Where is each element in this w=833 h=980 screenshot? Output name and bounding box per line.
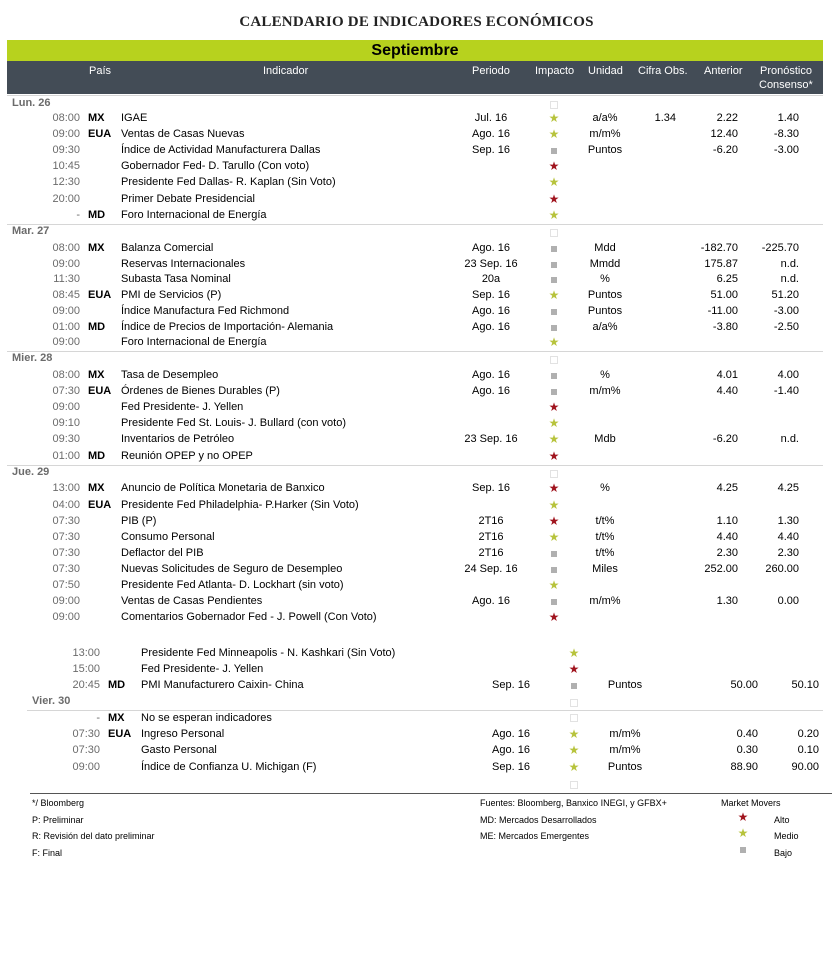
row-indicator: Foro Internacional de Energía (121, 336, 267, 348)
row-period: Ago. 16 (492, 744, 530, 756)
row-indicator: Presidente Fed Philadelphia- P.Harker (Sin Voto) (121, 499, 359, 511)
row-forecast: 0.20 (797, 728, 819, 740)
row-time: 09:00 (52, 336, 80, 348)
day-label: Mar. 27 (12, 225, 50, 237)
row-unit: t/t% (595, 547, 615, 559)
row-period: Ago. 16 (472, 595, 510, 607)
row-unit: m/m% (609, 728, 641, 740)
row-period: Jul. 16 (474, 112, 508, 124)
row-indicator: Deflactor del PIB (121, 547, 204, 559)
footer-divider (30, 793, 832, 794)
row-previous: 2.30 (716, 547, 738, 559)
row-previous: 1.10 (716, 515, 738, 527)
row-indicator: Ventas de Casas Pendientes (121, 595, 263, 607)
row-forecast: 2.30 (777, 547, 799, 559)
impact-medio-icon: ★ (568, 760, 580, 774)
row-indicator: Índice de Actividad Manufacturera Dallas (121, 144, 321, 156)
row-country: EUA (88, 385, 112, 397)
row-country: MD (88, 450, 106, 462)
row-indicator: Presidente Fed St. Louis- J. Bullard (con voto) (121, 417, 346, 429)
legend-alto-icon: ★ (737, 810, 749, 824)
row-indicator: Índice de Confianza U. Michigan (F) (141, 761, 317, 773)
row-unit: Mdd (594, 242, 616, 254)
footer-sources: Fuentes: Bloomberg, Banxico INEGI, y GFBX+ (480, 798, 667, 808)
row-time: 01:00 (52, 321, 80, 333)
footer-note-final: F: Final (32, 848, 63, 858)
legend-title: Market Movers (721, 798, 781, 808)
row-indicator: Primer Debate Presidencial (121, 193, 255, 205)
impact-medio-icon: ★ (548, 111, 560, 125)
row-time: 08:45 (52, 289, 80, 301)
row-time: 20:45 (72, 679, 100, 691)
row-period: Sep. 16 (472, 482, 510, 494)
row-unit: Puntos (607, 679, 643, 691)
row-previous: -6.20 (712, 433, 738, 445)
row-unit: Mmdd (589, 258, 621, 270)
row-previous: -11.00 (707, 305, 738, 317)
row-indicator: Reservas Internacionales (121, 258, 246, 270)
row-period: Sep. 16 (492, 761, 530, 773)
row-previous: -3.80 (712, 321, 738, 333)
footer-me: ME: Mercados Emergentes (480, 831, 590, 841)
row-time: 08:00 (52, 369, 80, 381)
row-unit: t/t% (595, 531, 615, 543)
impact-alto-icon: ★ (548, 514, 560, 528)
row-indicator: Órdenes de Bienes Durables (P) (121, 385, 280, 397)
row-indicator: Ingreso Personal (141, 728, 225, 740)
row-time: 07:30 (52, 385, 80, 397)
row-country: MX (88, 482, 105, 494)
row-forecast: 0.10 (797, 744, 819, 756)
month-bar: Septiembre (7, 40, 823, 61)
header-pais: País (89, 65, 112, 77)
row-country: EUA (88, 289, 112, 301)
impact-bajo-icon (548, 242, 560, 254)
impact-alto-icon: ★ (548, 481, 560, 495)
row-country: MX (108, 712, 125, 724)
row-previous: 2.22 (716, 112, 738, 124)
impact-medio-icon: ★ (568, 727, 580, 741)
row-previous: 50.00 (730, 679, 758, 691)
row-indicator: Presidente Fed Atlanta- D. Lockhart (sin voto) (121, 579, 344, 591)
impact-none-icon (548, 227, 560, 239)
row-indicator: Balanza Comercial (121, 242, 214, 254)
header-unidad: Unidad (588, 65, 623, 77)
row-indicator: IGAE (121, 112, 148, 124)
row-indicator: Ventas de Casas Nuevas (121, 128, 245, 140)
legend-medio-label: Medio (774, 831, 799, 841)
row-forecast: n.d. (780, 433, 799, 445)
impact-alto-icon: ★ (548, 192, 560, 206)
row-indicator: Subasta Tasa Nominal (121, 273, 231, 285)
row-forecast: -225.70 (761, 242, 799, 254)
row-previous: 0.30 (736, 744, 758, 756)
row-period: Ago. 16 (472, 385, 510, 397)
row-time: 09:10 (52, 417, 80, 429)
row-country: MD (88, 209, 106, 221)
row-country: MX (88, 242, 105, 254)
row-indicator: PIB (P) (121, 515, 157, 527)
row-forecast: n.d. (780, 258, 799, 270)
row-unit: Puntos (587, 289, 623, 301)
row-indicator: Comentarios Gobernador Fed - J. Powell (Con Voto) (121, 611, 377, 623)
impact-medio-icon: ★ (548, 335, 560, 349)
impact-alto-icon: ★ (548, 159, 560, 173)
row-period: 24 Sep. 16 (464, 563, 518, 575)
row-period: Ago. 16 (472, 242, 510, 254)
row-indicator: PMI de Servicios (P) (121, 289, 222, 301)
row-forecast: 51.20 (771, 289, 799, 301)
table-header (7, 61, 823, 94)
row-time: 10:45 (52, 160, 80, 172)
day-label: Vier. 30 (32, 695, 71, 707)
day-separator (7, 465, 823, 466)
row-period: Ago. 16 (472, 128, 510, 140)
row-indicator: Reunión OPEP y no OPEP (121, 450, 253, 462)
row-forecast: -1.40 (773, 385, 799, 397)
row-country: MD (108, 679, 126, 691)
header-indicador: Indicador (263, 65, 309, 77)
row-time: 07:30 (52, 547, 80, 559)
row-forecast: 4.25 (777, 482, 799, 494)
day-label: Lun. 26 (12, 97, 51, 109)
impact-alto-icon: ★ (548, 610, 560, 624)
row-forecast: 4.40 (777, 531, 799, 543)
row-period: Ago. 16 (472, 369, 510, 381)
row-period: Ago. 16 (492, 728, 530, 740)
row-time: 09:00 (52, 258, 80, 270)
row-period: Sep. 16 (472, 289, 510, 301)
row-country: MX (88, 369, 105, 381)
row-previous: -182.70 (700, 242, 738, 254)
impact-bajo-icon (548, 563, 560, 575)
row-forecast: -8.30 (773, 128, 799, 140)
impact-bajo-icon (548, 321, 560, 333)
row-time: 20:00 (52, 193, 80, 205)
row-previous: -6.20 (712, 144, 738, 156)
row-previous: 1.30 (716, 595, 738, 607)
row-unit: Puntos (587, 144, 623, 156)
row-forecast: -3.00 (773, 305, 799, 317)
row-forecast: 0.00 (777, 595, 799, 607)
row-time: 07:30 (52, 563, 80, 575)
day-separator (7, 224, 823, 225)
row-unit: t/t% (595, 515, 615, 527)
row-time: 07:30 (72, 744, 100, 756)
row-indicator: PMI Manufacturero Caixin- China (141, 679, 304, 691)
row-unit: m/m% (589, 385, 621, 397)
row-period: 2T16 (478, 547, 504, 559)
row-country: MD (88, 321, 106, 333)
row-time: 11:30 (53, 273, 80, 285)
row-forecast: 260.00 (765, 563, 799, 575)
row-indicator: Fed Presidente- J. Yellen (121, 401, 244, 413)
row-unit: % (600, 482, 610, 494)
header-cifra: Cifra Obs. (638, 65, 688, 77)
impact-medio-icon: ★ (548, 127, 560, 141)
row-period: Sep. 16 (492, 679, 530, 691)
row-indicator: Gobernador Fed- D. Tarullo (Con voto) (121, 160, 310, 172)
impact-alto-icon: ★ (568, 662, 580, 676)
impact-medio-icon: ★ (548, 578, 560, 592)
row-indicator: Anuncio de Política Monetaria de Banxico (121, 482, 325, 494)
impact-alto-icon: ★ (548, 449, 560, 463)
row-unit: m/m% (589, 128, 621, 140)
impact-medio-icon: ★ (548, 416, 560, 430)
row-time: 09:30 (52, 144, 80, 156)
row-unit: Mdb (594, 433, 616, 445)
legend-bajo-label: Bajo (774, 848, 793, 858)
row-indicator: Fed Presidente- J. Yellen (141, 663, 264, 675)
row-forecast: 1.30 (777, 515, 799, 527)
day-separator (7, 351, 823, 352)
row-indicator: Consumo Personal (121, 531, 215, 543)
row-observed: 1.34 (654, 112, 676, 124)
footer-md: MD: Mercados Desarrollados (480, 815, 597, 825)
row-previous: 4.25 (716, 482, 738, 494)
impact-bajo-icon (548, 369, 560, 381)
row-unit: a/a% (592, 321, 618, 333)
row-previous: 88.90 (730, 761, 758, 773)
row-forecast: 1.40 (777, 112, 799, 124)
row-period: Ago. 16 (472, 305, 510, 317)
row-time: 09:00 (52, 611, 80, 623)
row-period: 20a (481, 273, 501, 285)
row-time: 07:30 (52, 531, 80, 543)
row-period: Sep. 16 (472, 144, 510, 156)
row-previous: 252.00 (704, 563, 738, 575)
row-time: 09:00 (52, 595, 80, 607)
row-indicator: Gasto Personal (141, 744, 217, 756)
header-pronostico: Pronóstico (760, 65, 812, 77)
row-indicator: Tasa de Desempleo (121, 369, 219, 381)
impact-medio-icon: ★ (568, 646, 580, 660)
impact-bajo-icon (548, 305, 560, 317)
row-time: 08:00 (52, 242, 80, 254)
impact-medio-icon: ★ (548, 432, 560, 446)
impact-medio-icon: ★ (548, 208, 560, 222)
legend-bajo-icon (737, 843, 749, 855)
legend-alto-label: Alto (774, 815, 790, 825)
impact-medio-icon: ★ (548, 175, 560, 189)
impact-bajo-icon (568, 679, 580, 691)
row-unit: Puntos (607, 761, 643, 773)
footer-note-bloomberg: */ Bloomberg (32, 798, 85, 808)
row-unit: Miles (592, 563, 618, 575)
footer-note-revision: R: Revisión del dato preliminar (32, 831, 155, 841)
row-time: 07:30 (52, 515, 80, 527)
row-indicator: No se esperan indicadores (141, 712, 272, 724)
day-separator (7, 95, 823, 96)
impact-bajo-icon (548, 144, 560, 156)
impact-bajo-icon (548, 258, 560, 270)
row-previous: 12.40 (710, 128, 738, 140)
row-previous: 0.40 (736, 728, 758, 740)
day-label: Mier. 28 (12, 352, 53, 364)
header-anterior: Anterior (704, 65, 743, 77)
row-time: - (76, 209, 80, 221)
impact-bajo-icon (548, 385, 560, 397)
impact-medio-icon: ★ (548, 498, 560, 512)
impact-bajo-icon (548, 547, 560, 559)
impact-medio-icon: ★ (548, 530, 560, 544)
header-periodo: Periodo (472, 65, 510, 77)
row-unit: a/a% (592, 112, 618, 124)
row-country: MX (88, 112, 105, 124)
header-consenso: Consenso* (759, 79, 813, 91)
row-forecast: 50.10 (791, 679, 819, 691)
row-previous: 6.25 (716, 273, 738, 285)
row-time: 12:30 (52, 176, 80, 188)
row-time: 09:30 (52, 433, 80, 445)
row-forecast: n.d. (780, 273, 799, 285)
row-indicator: Foro Internacional de Energía (121, 209, 267, 221)
row-unit: Puntos (587, 305, 623, 317)
row-time: 07:30 (72, 728, 100, 740)
day-label: Jue. 29 (12, 466, 50, 478)
row-forecast: 4.00 (777, 369, 799, 381)
impact-bajo-icon (548, 273, 560, 285)
impact-none-icon (568, 712, 580, 724)
row-time: 09:00 (52, 128, 80, 140)
row-time: 09:00 (72, 761, 100, 773)
row-unit: m/m% (609, 744, 641, 756)
impact-medio-icon: ★ (568, 743, 580, 757)
row-period: 23 Sep. 16 (464, 258, 518, 270)
row-previous: 51.00 (710, 289, 738, 301)
footer-note-preliminar: P: Preliminar (32, 815, 84, 825)
row-indicator: Presidente Fed Dallas- R. Kaplan (Sin Voto) (121, 176, 336, 188)
row-time: 01:00 (52, 450, 80, 462)
impact-none-icon (568, 779, 580, 791)
row-country: EUA (108, 728, 132, 740)
row-time: - (96, 712, 100, 724)
row-time: 04:00 (52, 499, 80, 511)
row-time: 07:50 (52, 579, 80, 591)
row-previous: 175.87 (704, 258, 738, 270)
header-impacto: Impacto (535, 65, 575, 77)
row-indicator: Índice Manufactura Fed Richmond (121, 305, 290, 317)
row-period: Ago. 16 (472, 321, 510, 333)
impact-none-icon (548, 99, 560, 111)
row-forecast: 90.00 (791, 761, 819, 773)
row-time: 08:00 (52, 112, 80, 124)
row-indicator: Índice de Precios de Importación- Alemania (121, 321, 334, 333)
legend-medio-icon: ★ (737, 826, 749, 840)
row-previous: 4.40 (716, 385, 738, 397)
page-title: CALENDARIO DE INDICADORES ECONÓMICOS (239, 14, 594, 30)
impact-none-icon (548, 354, 560, 366)
row-unit: m/m% (589, 595, 621, 607)
row-time: 13:00 (72, 647, 100, 659)
row-period: 2T16 (478, 531, 504, 543)
row-time: 09:00 (52, 305, 80, 317)
row-unit: % (600, 273, 610, 285)
row-unit: % (600, 369, 610, 381)
day-separator (27, 710, 823, 711)
impact-medio-icon: ★ (548, 288, 560, 302)
row-indicator: Inventarios de Petróleo (121, 433, 235, 445)
impact-none-icon (548, 468, 560, 480)
row-previous: 4.40 (716, 531, 738, 543)
row-time: 15:00 (72, 663, 100, 675)
row-period: 2T16 (478, 515, 504, 527)
row-indicator: Presidente Fed Minneapolis - N. Kashkari (Sin Voto) (141, 647, 396, 659)
row-time: 09:00 (52, 401, 80, 413)
row-forecast: -2.50 (773, 321, 799, 333)
row-period: 23 Sep. 16 (464, 433, 518, 445)
row-previous: 4.01 (716, 369, 738, 381)
row-indicator: Nuevas Solicitudes de Seguro de Desempleo (121, 563, 343, 575)
impact-alto-icon: ★ (548, 400, 560, 414)
row-country: EUA (88, 499, 112, 511)
impact-bajo-icon (548, 595, 560, 607)
impact-none-icon (568, 697, 580, 709)
row-country: EUA (88, 128, 112, 140)
row-time: 13:00 (52, 482, 80, 494)
row-forecast: -3.00 (773, 144, 799, 156)
